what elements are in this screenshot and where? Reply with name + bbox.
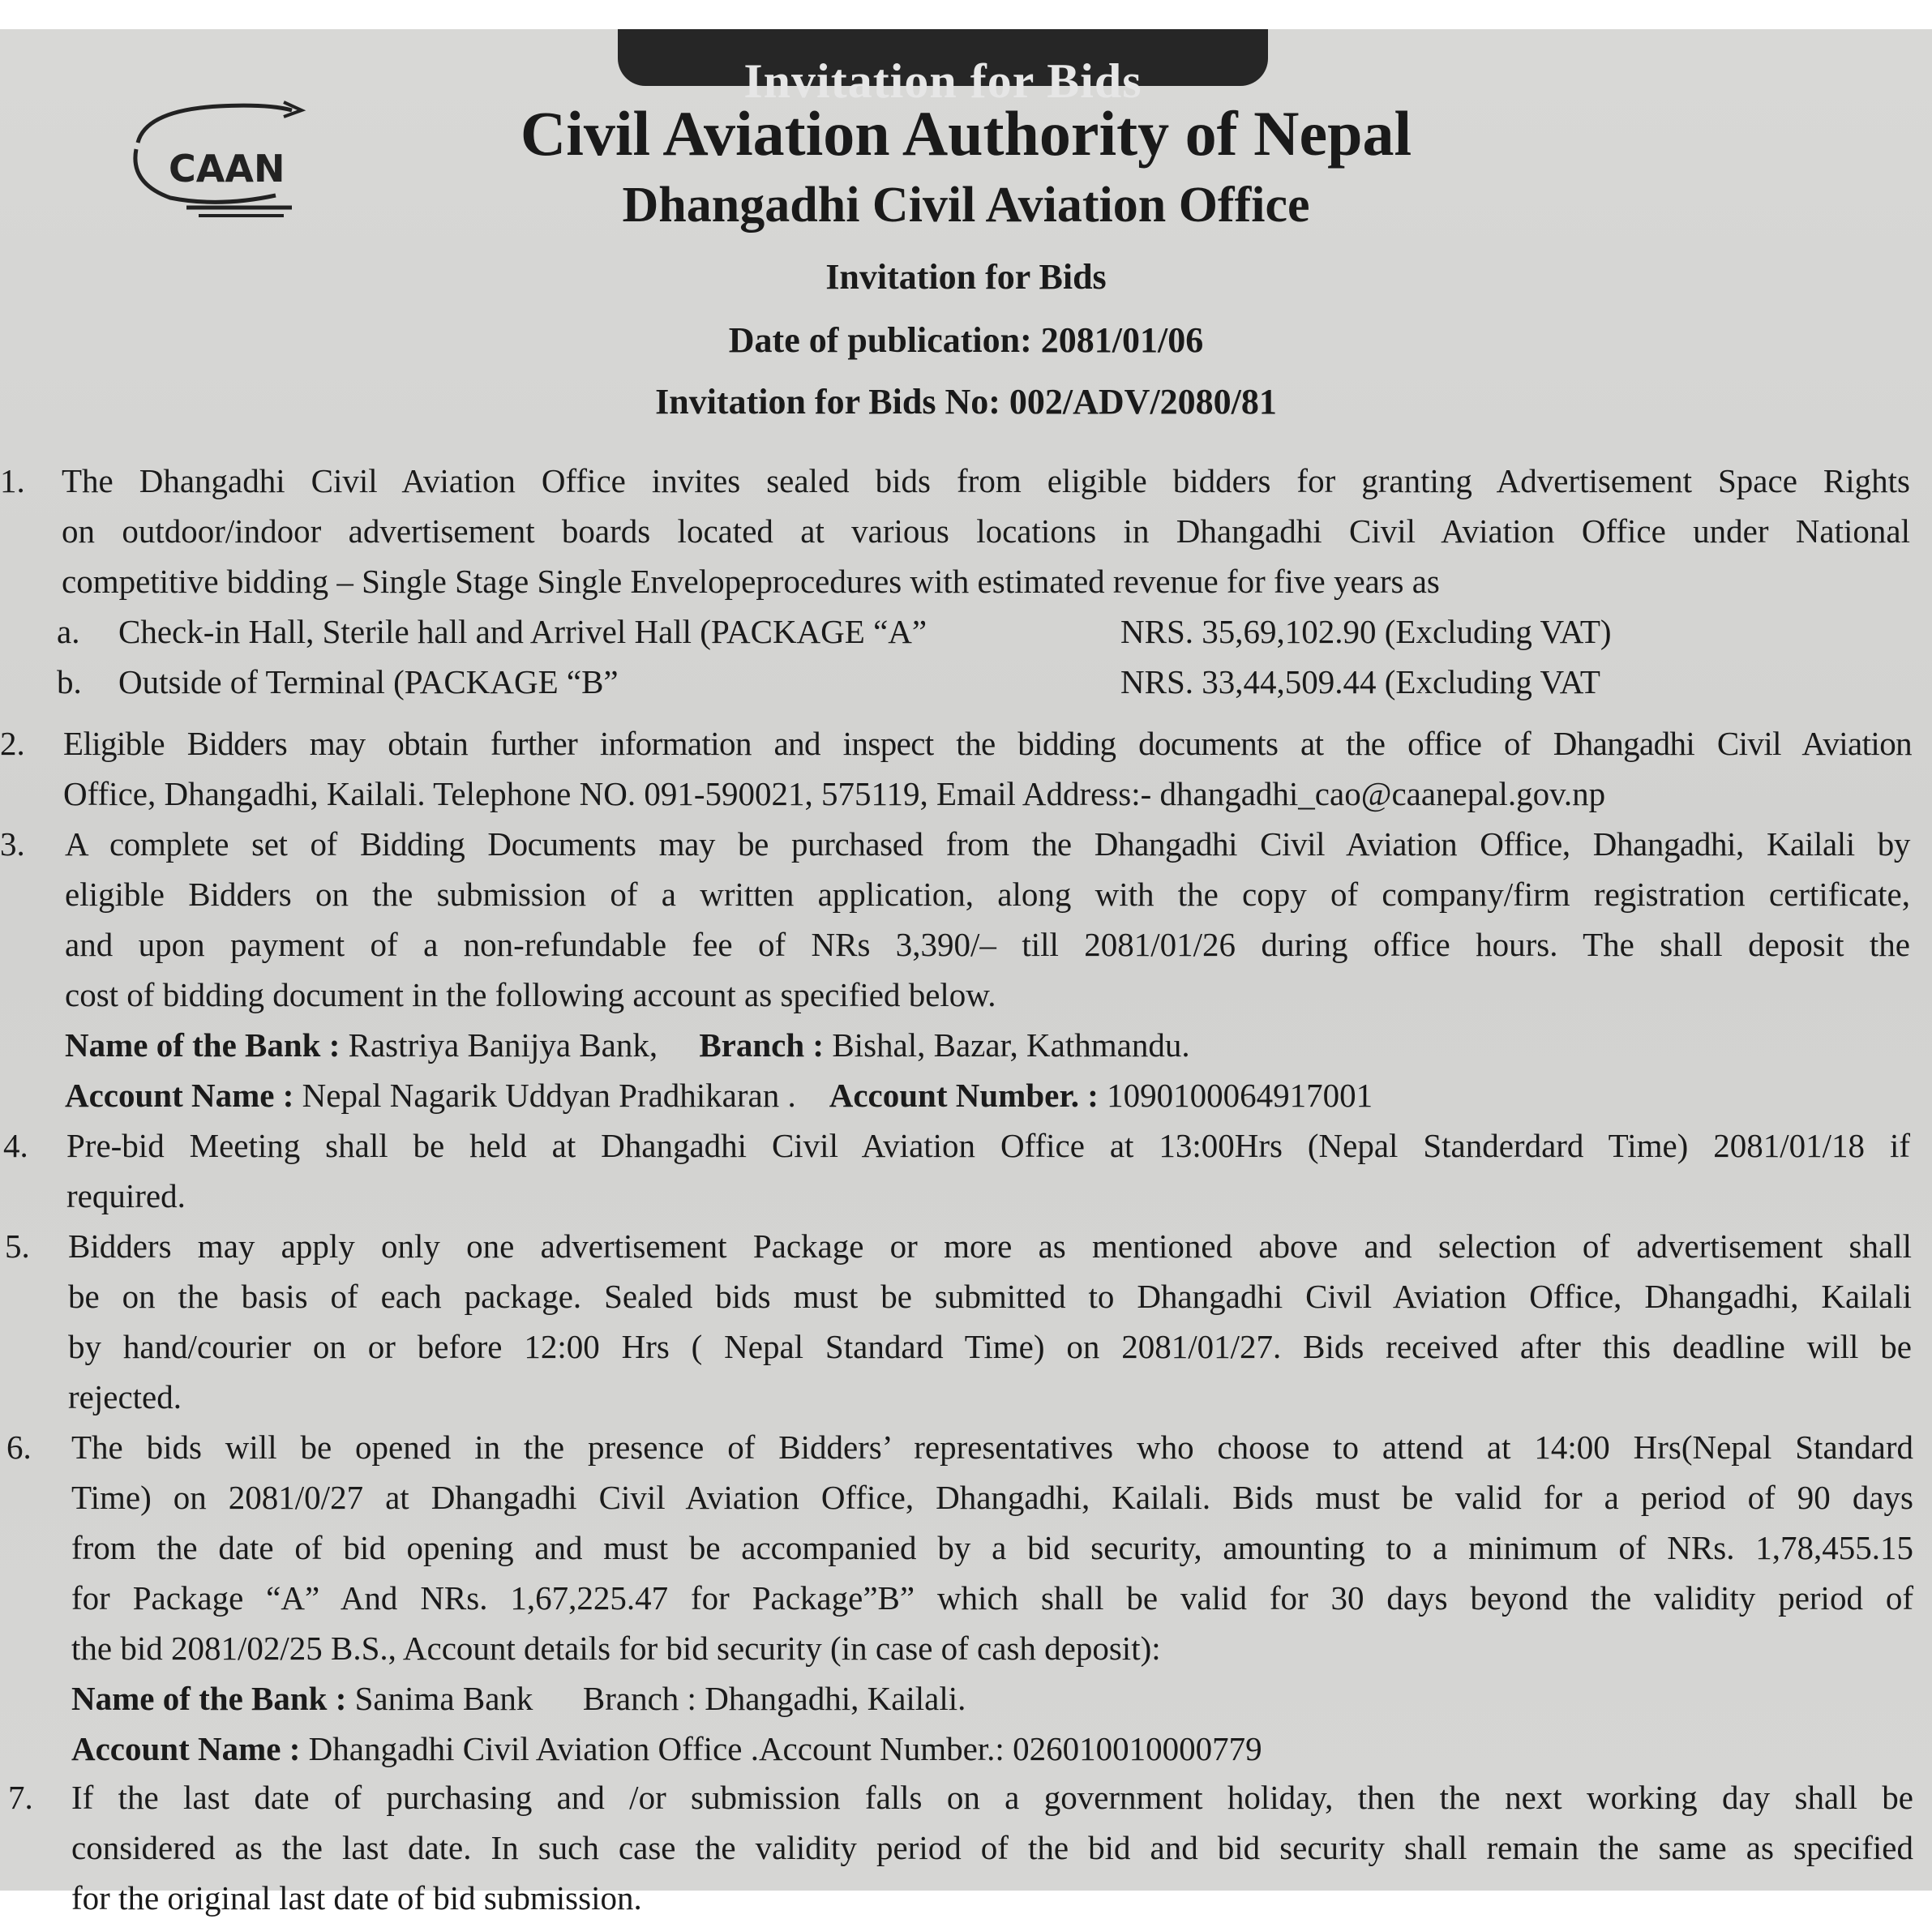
item-line: The bids will be opened in the presence of Bidders’ representatives who choose to attend at 14:00 Hrs(Nepal Standard — [71, 1428, 1913, 1466]
account-name-label: Account Name : — [71, 1730, 301, 1767]
item-line: by hand/courier on or before 12:00 Hrs ( Nepal Standard Time) on 2081/01/27. Bids received after this deadline will be — [68, 1328, 1912, 1365]
item-line: on outdoor/indoor advertisement boards located at various locations in Dhangadhi Civil Aviation Office under National — [62, 512, 1910, 550]
item-line: considered as the last date. In such case the validity period of the bid and bid security shall remain the same as specified — [71, 1829, 1913, 1866]
item-number: 4. — [3, 1127, 28, 1164]
item-number: 1. — [0, 462, 25, 499]
item-line: for the original last date of bid submission. — [71, 1879, 642, 1917]
sub-letter: b. — [57, 663, 82, 700]
item-line: Bidders may apply only one advertisement Package or more as mentioned above and selection of advertisement shall — [68, 1227, 1912, 1265]
item-number: 6. — [6, 1428, 32, 1466]
branch-name: Bishal, Bazar, Kathmandu. — [832, 1026, 1190, 1064]
account-name: Nepal Nagarik Uddyan Pradhikaran . — [302, 1077, 796, 1114]
item-number: 2. — [0, 725, 25, 762]
account-name-label: Account Name : — [65, 1077, 294, 1114]
bank-name: Rastriya Banijya Bank, — [348, 1026, 658, 1064]
account-details: Dhangadhi Civil Aviation Office .Account Number.: 026010010000779 — [308, 1730, 1262, 1767]
office-name: Dhangadhi Civil Aviation Office — [622, 178, 1310, 233]
item-line: competitive bidding – Single Stage Single Envelopeprocedures with estimated revenue for five years as — [62, 563, 1440, 600]
package-amount: NRS. 35,69,102.90 (Excluding VAT) — [1120, 613, 1612, 650]
banner-title: Invitation for Bids — [743, 54, 1142, 108]
account-number: 1090100064917001 — [1107, 1077, 1373, 1114]
bank-label: Name of the Bank : — [71, 1680, 347, 1717]
branch-text: Branch : Dhangadhi, Kailali. — [582, 1680, 966, 1717]
item-line: If the last date of purchasing and /or submission falls on a government holiday, then the next working day shall be — [71, 1779, 1913, 1816]
account-line — [65, 1070, 1910, 1120]
notice-paper — [0, 29, 1932, 1917]
notice-title: Invitation for Bids — [825, 257, 1107, 297]
bank-name: Sanima Bank — [354, 1680, 533, 1717]
item-line: and upon payment of a non-refundable fee of NRs 3,390/– till 2081/01/26 during office hours. The shall deposit the — [65, 926, 1910, 963]
banner — [618, 29, 1268, 108]
item-line: Eligible Bidders may obtain further information and inspect the bidding documents at the office of Dhangadhi Civil Aviation — [63, 725, 1912, 762]
item-line: Time) on 2081/0/27 at Dhangadhi Civil Aviation Office, Dhangadhi, Kailali. Bids must be valid for a period of 90 days — [71, 1479, 1913, 1516]
account-line — [71, 1724, 1913, 1774]
item-line: from the date of bid opening and must be accompanied by a bid security, amounting to a minimum of NRs. 1,78,455.15 — [71, 1529, 1913, 1566]
item-line: the bid 2081/02/25 B.S., Account details for bid security (in case of cash deposit): — [71, 1630, 1161, 1667]
package-a-row — [57, 606, 1840, 657]
branch-label: Branch : — [699, 1026, 825, 1064]
bank-line — [65, 1020, 1910, 1070]
item-line: cost of bidding document in the following account as specified below. — [65, 976, 996, 1013]
item-line: required. — [66, 1177, 186, 1214]
account-number-label: Account Number. : — [829, 1077, 1099, 1114]
package-label: Check-in Hall, Sterile hall and Arrivel Hall (PACKAGE “A” — [118, 613, 927, 650]
publication-date: Date of publication: 2081/01/06 — [728, 320, 1204, 360]
bank-line — [71, 1673, 1913, 1724]
item-number: 3. — [0, 825, 25, 863]
item-number: 7. — [8, 1779, 33, 1816]
package-label: Outside of Terminal (PACKAGE “B” — [118, 663, 619, 700]
item-line: rejected. — [68, 1378, 182, 1415]
item-line: for Package “A” And NRs. 1,67,225.47 for Package”B” which shall be valid for 30 days beyond the validity period of — [71, 1579, 1913, 1617]
org-name: Civil Aviation Authority of Nepal — [520, 98, 1412, 169]
item-number: 5. — [5, 1227, 30, 1265]
item-line: eligible Bidders on the submission of a written application, along with the copy of company/firm registration certificate, — [65, 876, 1910, 913]
item-line: Pre-bid Meeting shall be held at Dhangadhi Civil Aviation Office at 13:00Hrs (Nepal Standerdard Time) 2081/01/18 if — [66, 1127, 1910, 1164]
logo-text: CAAN — [169, 147, 285, 191]
item-line: The Dhangadhi Civil Aviation Office invites sealed bids from eligible bidders for granting Advertisement Space Rights — [62, 462, 1910, 499]
bank-label: Name of the Bank : — [65, 1026, 341, 1064]
package-amount: NRS. 33,44,509.44 (Excluding VAT — [1120, 663, 1600, 700]
item-line: be on the basis of each package. Sealed bids must be submitted to Dhangadhi Civil Aviation Office, Dhangadhi, Kailali — [68, 1278, 1912, 1315]
item-line: A complete set of Bidding Documents may be purchased from the Dhangadhi Civil Aviation Office, Dhangadhi, Kailali by — [65, 825, 1910, 863]
ifb-number: Invitation for Bids No: 002/ADV/2080/81 — [655, 382, 1277, 422]
sub-letter: a. — [57, 613, 80, 650]
item-line: Office, Dhangadhi, Kailali. Telephone NO. 091-590021, 575119, Email Address:- dhangadhi_cao@caanepal.gov.np — [63, 775, 1606, 812]
package-b-row — [57, 657, 1840, 707]
